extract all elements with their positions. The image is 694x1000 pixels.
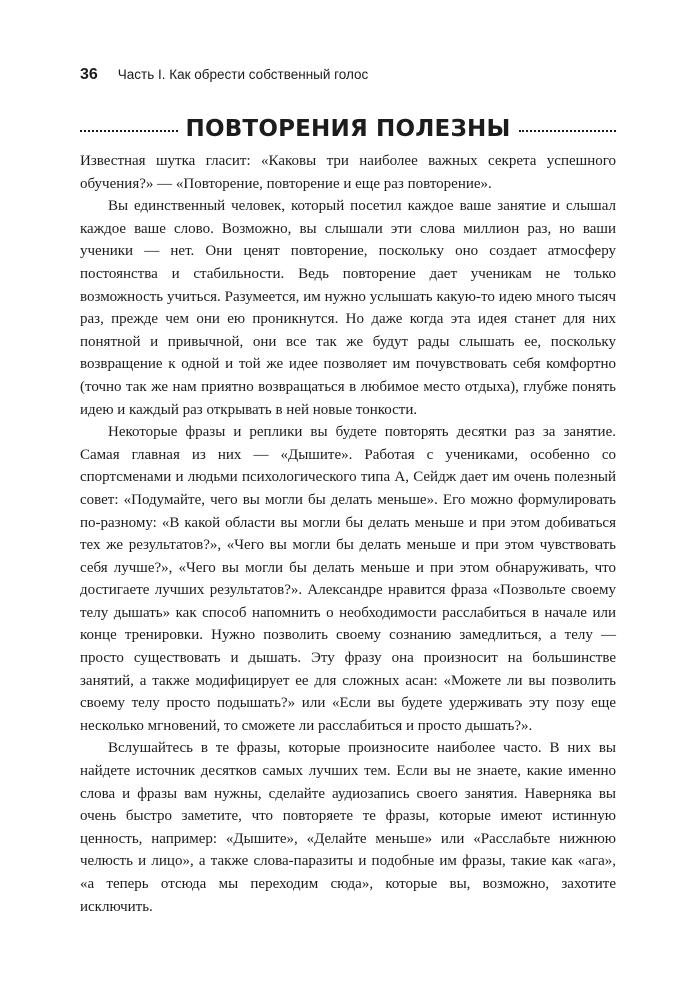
paragraph-3: Некоторые фразы и реплики вы будете повторять десятки раз за занятие. Самая главная из них — «Дышите». Работая с учениками, особенно со спортсменами и людьми психологического типа А, Сейдж дает им очень полезный совет: «Подумайте, чего вы могли бы делать меньше». Его можно формулировать по-разному: «В какой области вы могли бы делать меньше и при этом добиваться тех же результатов?», «Чего вы могли бы делать меньше и при этом чувствовать себя лучше?», «Чего вы могли бы делать меньше и при этом обнаруживать, что достигаете лучших результатов?». Александре нравится фраза «Позвольте своему телу дышать» как способ напомнить о необходимости расслабиться в начале или конце тренировки. Нужно позволить своему сознанию замедлиться, а телу — просто существовать и дышать. Эту фразу она произносит на большинстве занятий, а также модифицирует ее для сложных асан: «Можете ли вы позволить своему телу просто подышать?» или «Если вы будете удерживать эту позу еще несколько мгновений, то сможете ли расслабиться и просто дышать?». — [80, 424, 616, 734]
body-text — [80, 150, 616, 918]
page-number: 36 — [80, 66, 98, 83]
running-head — [80, 66, 368, 84]
paragraph-2: Вы единственный человек, который посетил каждое ваше занятие и слышал каждое ваше слово. Возможно, вы слышали эти слова миллион раз, но ваши ученики — нет. Они ценят повторение, поскольку оно создает атмосферу постоянства и стабильности. Ведь повторение дает ученикам не только возможность учиться. Разумеется, им нужно услышать какую-то идею много тысяч раз, прежде чем они ею проникнутся. Но даже когда эта идея станет для них понятной и привычной, они все так же будут рады слышать ее, поскольку возвращение к одной и той же идее позволяет им почувствовать себя комфортно (точно так же нам приятно возвращаться в любимое место отдыха), глубже понять идею и каждый раз открывать в ней новые тонкости. — [80, 198, 616, 418]
dotted-rule-right — [519, 130, 617, 132]
dotted-rule-left — [80, 130, 178, 132]
paragraph-1: Известная шутка гласит: «Каковы три наиболее важных секрета успешного обучения?» — «Повторение, повторение и еще раз повторение». — [80, 153, 616, 192]
running-title: Часть I. Как обрести собственный голос — [117, 67, 369, 82]
paragraph-4: Вслушайтесь в те фразы, которые произносите наиболее часто. В них вы найдете источник десятков самых лучших тем. Если вы не знаете, какие именно слова и фразы вам нужны, сделайте аудиозапись своего занятия. Наверняка вы очень быстро заметите, что повторяете те фразы, которые имеют истинную ценность, например: «Дышите», «Делайте меньше» или «Расслабьте нижнюю челюсть и лицо», а также слова-паразиты и подобные им фразы, такие как «ага», «а теперь отсюда мы переходим сюда», которые вы, возможно, захотите исключить. — [80, 740, 616, 915]
section-heading-row — [80, 113, 616, 145]
section-title: ПОВТОРЕНИЯ ПОЛЕЗНЫ — [185, 116, 511, 142]
